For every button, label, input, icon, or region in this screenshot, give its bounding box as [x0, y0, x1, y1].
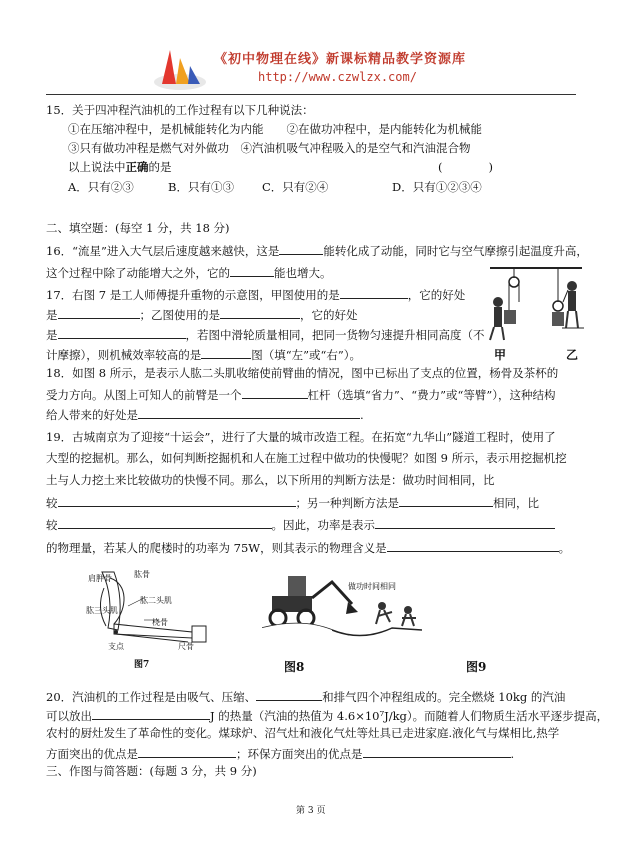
q19-line3: 土与人力挖土来比较做功的快慢不同。那么，以下所用的判断方法是：做功时间相同，比	[46, 473, 495, 487]
section2-heading: 二、填空题：(每空 1 分，共 18 分)	[46, 221, 230, 235]
q19-l4a: 较	[46, 496, 58, 510]
q18-line1: 18．如图 8 所示，是表示人肱二头肌收缩使前臂曲的情况，图中已标出了支点的位置，杨骨及茶杯的	[46, 366, 559, 380]
q16-l1b: 能转化成了动能，同时它与空气摩擦引起温度升高，	[323, 244, 588, 258]
fig7-label-biceps: 肱二头肌	[140, 596, 172, 605]
q16-line2	[46, 264, 332, 280]
q15-stem: 15．关于四冲程汽油机的工作过程有以下几种说法：	[46, 103, 314, 117]
fig7-label-fulcrum: 支点	[108, 642, 124, 651]
q17-l2a: 是	[46, 308, 58, 322]
header-rule	[46, 94, 576, 95]
q15-answer-paren: ( )	[438, 160, 493, 174]
q17-blank2[interactable]	[58, 306, 140, 319]
q16-l2b: 能也增大。	[274, 266, 332, 280]
pulley-figure	[486, 262, 586, 342]
q19-blank4[interactable]	[375, 516, 555, 529]
q17-blank1[interactable]	[340, 286, 408, 299]
q17-l1a: 17．右图 7 是工人师傅提升重物的示意图，甲图使用的是	[46, 288, 340, 302]
q17-l4b: 图（填“左”或“右”）。	[251, 348, 362, 362]
q18-l3b: .	[360, 408, 364, 422]
q19-blank3[interactable]	[58, 516, 272, 529]
q19-line1: 19．古城南京为了迎接“十运会”，进行了大量的城市改造工程。在拓宽“九华山”隧道工程时，使用了	[46, 430, 556, 444]
q20-blank3[interactable]	[138, 745, 236, 758]
fig7-label-triceps: 肱三头肌	[86, 606, 118, 615]
q17-blank3[interactable]	[220, 306, 300, 319]
fig7-label-ulna: 尺骨	[178, 642, 194, 651]
q19-l4b: ；另一种判断方法是	[295, 496, 399, 510]
pulley-label-yi: 乙	[566, 348, 579, 362]
q16-blank2[interactable]	[230, 264, 274, 277]
q20-l2a: 可以放出	[46, 709, 92, 723]
q20-l1a: 20．汽油机的工作过程是由吸气、压缩、	[46, 690, 257, 704]
q17-blank4[interactable]	[58, 326, 186, 339]
q16-l1a: 16．“流星”进入大气层后速度越来越快，这是	[46, 244, 280, 258]
fig7-label-scapula: 肩胛骨	[88, 574, 112, 583]
q15-option-c: C．只有②④	[262, 180, 329, 194]
fig7-caption: 图7	[134, 660, 150, 670]
q19-line2: 大型的挖掘机。那么，如何判断挖掘机和人在施工过程中做功的快慢呢？如图 9 所示，表示用挖掘机挖	[46, 451, 567, 465]
q17-l3a: 是	[46, 328, 58, 342]
fig9-caption: 图9	[466, 660, 487, 674]
q15-line3-pre: 以上说法中	[68, 160, 126, 174]
q17-line3	[46, 326, 485, 342]
q17-l1b: ，它的好处	[407, 288, 466, 302]
q19-l5a: 较	[46, 518, 58, 532]
fig7-label-radius: 桡骨	[152, 618, 168, 627]
q15-line3-post: 的是	[148, 160, 172, 174]
q15-option-b: B．只有①③	[168, 180, 234, 194]
q17-l2b: ；乙图使用的是	[139, 308, 220, 322]
excavator-figure	[262, 568, 422, 648]
q19-blank5[interactable]	[387, 539, 559, 552]
section3-heading: 三、作图与简答题：(每题 3 分，共 9 分)	[46, 764, 257, 778]
q20-blank4[interactable]	[363, 745, 511, 758]
q17-l3b: ，若图中滑轮质量相同，把同一货物匀速提升相同高度（不	[185, 328, 485, 342]
q19-l4c: 相同，比	[493, 496, 539, 510]
page-number: 第 3 页	[296, 806, 326, 816]
header-url[interactable]: http://www.czwlzx.com/	[258, 70, 417, 84]
q17-line1	[46, 286, 465, 302]
fig8-caption: 图8	[284, 660, 305, 674]
header-title: 《初中物理在线》新课标精品教学资源库	[214, 52, 467, 67]
q20-line3: 农村的厨灶发生了革命性的变化。煤球炉、沼气灶和液化气灶等灶具已走进家庭.液化气与煤相比,热学	[46, 726, 560, 740]
q15-line2: ③只有做功冲程是燃气对外做功 ④汽油机吸气冲程吸入的是空气和汽油混合物	[68, 141, 471, 155]
q19-line5	[46, 516, 555, 532]
q16-blank1[interactable]	[279, 242, 323, 255]
q15-option-d: D．只有①②③④	[392, 180, 482, 194]
q17-line4	[46, 346, 361, 362]
q17-blank5[interactable]	[201, 346, 251, 359]
q15-line3-bold: 正确	[125, 160, 149, 174]
pulley-label-jia: 甲	[494, 348, 507, 362]
fig9-annotation: 做功时间相同	[348, 582, 396, 591]
q20-line1	[46, 688, 565, 704]
q20-l4a: 方面突出的优点是	[46, 747, 138, 761]
q16-line1	[46, 242, 588, 258]
q20-l2b: J 的热量（汽油的热值为 4.6×10⁷J/kg）。而随着人们物质生活水平逐步提高，	[210, 709, 609, 723]
q19-l5b: 。因此，功率是表示	[271, 518, 375, 532]
q20-blank2[interactable]	[92, 707, 210, 720]
q15-line1: ①在压缩冲程中，是机械能转化为内能 ②在做功冲程中，是内能转化为机械能	[68, 122, 482, 136]
q17-line2	[46, 306, 358, 322]
q18-line2	[46, 386, 556, 402]
q18-l2a: 受力方向。从图上可知人的前臂是一个	[46, 388, 242, 402]
q19-blank2[interactable]	[399, 494, 493, 507]
q15-option-a: A．只有②③	[68, 180, 134, 194]
q19-line4	[46, 494, 539, 510]
q19-l6b: 。	[558, 541, 571, 555]
q19-line6	[46, 539, 570, 555]
q20-l4b: ；环保方面突出的优点是	[236, 747, 363, 761]
header-logo	[150, 44, 210, 92]
q17-l4a: 计摩擦），则机械效率较高的是	[46, 348, 202, 362]
q20-line4	[46, 745, 514, 761]
fig7-label-humerus: 肱骨	[134, 570, 150, 579]
q19-l6a: 的物理量，若某人的爬楼时的功率为 75W，则其表示的物理含义是	[46, 541, 387, 555]
q17-l2c: ，它的好处	[300, 308, 358, 322]
q19-blank1[interactable]	[58, 494, 296, 507]
q20-line2	[46, 707, 608, 723]
q18-blank1[interactable]	[242, 386, 308, 399]
q20-l1b: 和排气四个冲程组成的。完全燃烧 10kg 的汽油	[322, 690, 566, 704]
q18-l3a: 给人带来的好处是	[46, 408, 138, 422]
q18-line3	[46, 406, 364, 422]
q18-l2b: 杠杆（选填“省力”、“费力”或“等臂”），这种结构	[307, 388, 556, 402]
q16-l2a: 这个过程中除了动能增大之外，它的	[46, 266, 230, 280]
q15-line3	[68, 160, 172, 174]
q18-blank2[interactable]	[138, 406, 360, 419]
q20-l4c: .	[510, 747, 515, 761]
q20-blank1[interactable]	[256, 688, 322, 701]
